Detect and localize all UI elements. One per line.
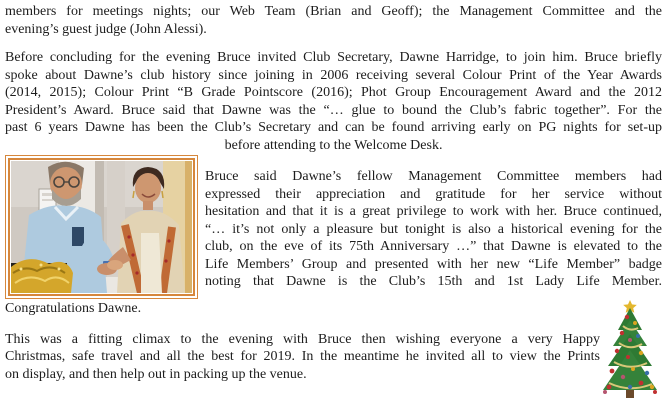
christmas-tree-icon (597, 299, 663, 399)
text-line: Christmas, safe travel and all the best for 2019. In the meantime he invited all to view the Prints (5, 349, 600, 364)
text-line: This was a fitting climax to the evening with Bruce then wishing everyone a very Happy (5, 331, 600, 347)
text-line: club, on the eve of its 75th Anniversary …” that Dawne is elevated to the (205, 239, 662, 254)
text-line: “… it’s not only a pleasure but tonight is also a historical evening for the (205, 221, 662, 237)
photo-caption: Congratulations Dawne. (5, 301, 142, 316)
text-line: (2014, 2015); Colour Print “B Grade Pointscore (2016); Phot Group Encouragement Award and the 2012 (5, 85, 662, 100)
paragraph-closing (5, 331, 662, 384)
award-presentation-photo (8, 158, 195, 296)
text-line: hesitation and that it is a great privilege to work with her. Bruce continued, (205, 204, 662, 219)
text-line: evening’s guest judge (John Alessi). (5, 21, 207, 37)
photo-and-text-row (5, 155, 662, 299)
text-line: Life Members’ Group and presented with her new “Life Member” badge (205, 256, 662, 272)
christmas-tree-graphic (597, 299, 663, 399)
text-line: before attending to the Welcome Desk. (224, 137, 443, 153)
text-line: President’s Award. Bruce said that Dawne was the “… glue to bound the Club’s fabric together”. For the (5, 102, 662, 118)
text-line: Before concluding for the evening Bruce invited Club Secretary, Dawne Harridge, to join him. Bruce briefly (5, 50, 662, 65)
photo-frame (5, 155, 198, 299)
paragraph-dawne-history (5, 49, 662, 154)
text-line: members for meetings nights; our Web Team (Brian and Geoff); the Management Committee and the (5, 4, 662, 19)
text-line: expressed their appreciation and gratitude for her service without (205, 186, 662, 202)
text-line: spoke about Dawne’s club history since joining in 2006 receiving several Colour Print of the Year Awards (5, 67, 662, 83)
text-line: on display, and then help out in packing up the venue. (5, 366, 307, 382)
paragraph-life-member (205, 155, 662, 292)
award-presentation-photo-graphic (11, 161, 192, 293)
text-line: noting that Dawne is the Club’s 15th and 1st Lady Life Member. (205, 274, 662, 289)
text-line: Bruce said Dawne’s fellow Management Committee members had (205, 169, 662, 184)
text-line: past 6 years Dawne has been the Club’s Secretary and can be found arriving early on PG nights for set-up (5, 120, 662, 135)
paragraph-intro (5, 3, 662, 38)
